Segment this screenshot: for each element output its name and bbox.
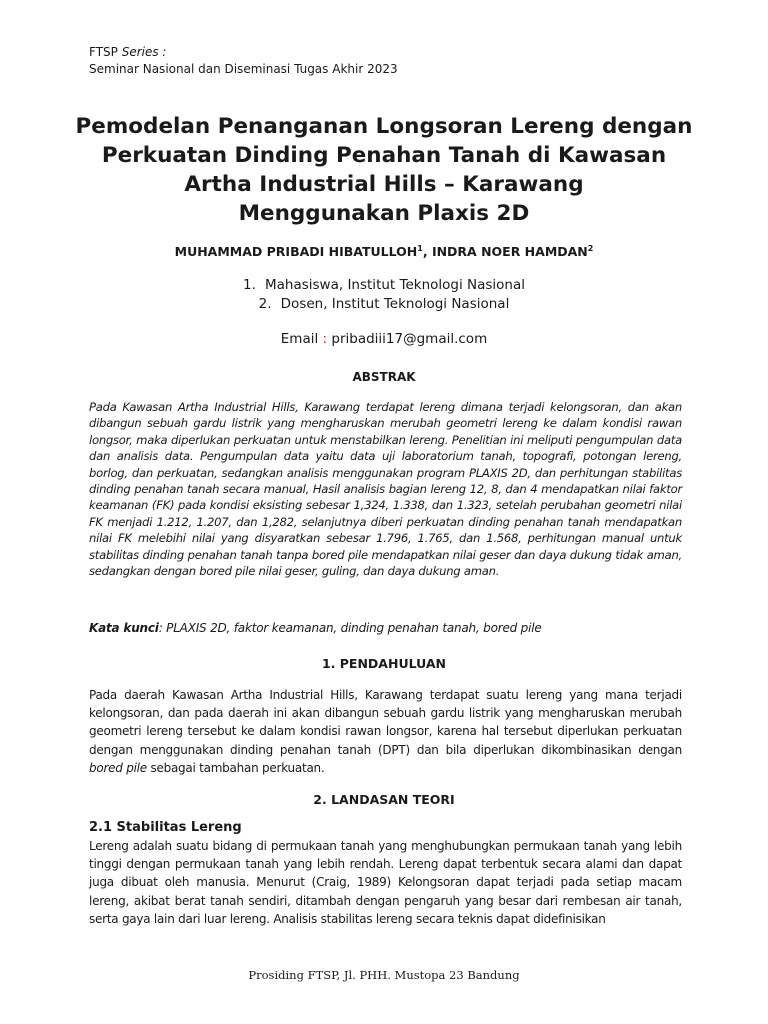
email-address[interactable]: pribadiii17@gmail.com xyxy=(331,331,488,347)
affiliation-item xyxy=(0,295,768,314)
keywords-line xyxy=(89,621,542,635)
title-line: Perkuatan Dinding Penahan Tanah di Kawasan xyxy=(101,143,667,168)
series-header xyxy=(89,44,398,78)
email-colon: : xyxy=(322,331,328,347)
author-name: INDRA NOER HAMDAN xyxy=(431,244,588,260)
abstract-heading: ABSTRAK xyxy=(352,370,416,384)
introduction-text: Pada daerah Kawasan Artha Industrial Hills, Karawang terdapat suatu lereng yang mana terjadi kelongsoran, dan pada daerah ini akan dibangun sebuah gardu listrik yang mengharuskan merubah geometri lereng tersebut ke dalam kondisi rawan longsor, karena hal tersebut diperlukan perkuatan dengan menggunakan dinding penahan tanah (DPT) dan bila diperlukan dikombinasikan dengan xyxy=(89,688,682,757)
keywords-text: : PLAXIS 2D, faktor keamanan, dinding penahan tanah, bored pile xyxy=(158,621,542,635)
subsection-heading: 2.1 Stabilitas Lereng xyxy=(89,820,242,835)
introduction-text-end: sebagai tambahan perkuatan. xyxy=(146,760,325,775)
keywords-label: Kata kunci xyxy=(89,621,159,635)
title-line: Artha Industrial Hills – Karawang xyxy=(184,172,584,197)
theory-paragraph: Lereng adalah suatu bidang di permukaan tanah yang menghubungkan permukaan tanah yang lebih tinggi dengan permukaan tanah yang lebih rendah. Lereng dapat terbentuk secara alami dan dapat juga dibuat oleh manusia. Menurut (Craig, 1989) Kelongsoran dapat terjadi pada setiap macam lereng, akibat berat tanah sendiri, ditambah dengan pengaruh yang besar dari rembesan air tanah, serta gaya lain dari luar lereng. Analisis stabilitas lereng secara teknis dapat didefinisikan xyxy=(89,839,682,926)
author-superscript: 1 xyxy=(417,244,423,253)
series-line xyxy=(89,44,398,61)
abstract-text: Pada Kawasan Artha Industrial Hills, Karawang terdapat lereng dimana terjadi kelongsoran, dan akan dibangun sebuah gardu listrik yang mengharuskan merubah geometri lereng ke dalam kondisi rawan longsor, maka diperlukan perkuatan untuk menstabilkan lereng. Penelitian ini meliputi pengumpulan data dan analisis data. Pengumpulan data yaitu data uji laboratorium tanah, topografi, potongan lereng, borlog, dan perkuatan, sedangkan analisis menggunakan program PLAXIS 2D, dan perhitungan stabilitas dinding penahan tanah secara manual, Hasil analisis bagian lereng 12, 8, dan 4 mendapatkan nilai faktor keamanan (FK) pada kondisi eksisting sebesar 1,324, 1.338, dan 1.323, setelah perubahan geometri nilai FK menjadi 1.212, 1.207, dan 1,282, selanjutnya diberi perkuatan dinding penahan tanah mendapatkan nilai FK melebihi nilai yang disyaratkan sebesar 1.796, 1.765, dan 1.568, perhitungan manual untuk stabilitas dinding penahan tanah tanpa bored pile mendapatkan nilai geser dan daya dukung tidak aman, sedangkan dengan bored pile nilai geser, guling, dan daya dukung aman. xyxy=(89,400,682,579)
section-heading-introduction: 1. PENDAHULUAN xyxy=(321,656,447,671)
introduction-italic-term: bored pile xyxy=(89,760,147,775)
affiliation-item xyxy=(0,276,768,295)
author-list xyxy=(60,244,708,259)
seminar-name: Seminar Nasional dan Diseminasi Tugas Akhir 2023 xyxy=(89,62,398,76)
affiliation-number: 1. xyxy=(242,277,256,293)
section-heading-theory: 2. LANDASAN TEORI xyxy=(313,792,455,807)
affiliation-number: 2. xyxy=(258,296,272,312)
email-label: Email xyxy=(280,331,319,347)
series-label: Series : xyxy=(121,45,167,59)
affiliation-text: Mahasiswa, Institut Teknologi Nasional xyxy=(264,277,526,293)
author-name: MUHAMMAD PRIBADI HIBATULLOH xyxy=(174,244,418,260)
introduction-paragraph xyxy=(89,686,682,777)
title-line: Menggunakan Plaxis 2D xyxy=(238,201,530,226)
author-superscript: 2 xyxy=(587,244,594,253)
author-separator: , xyxy=(422,244,432,260)
paper-title xyxy=(60,112,708,228)
affiliation-list xyxy=(0,276,768,314)
series-prefix: FTSP xyxy=(89,45,118,59)
affiliation-text: Dosen, Institut Teknologi Nasional xyxy=(280,296,510,312)
page-footer: Prosiding FTSP, Jl. PHH. Mustopa 23 Bandung xyxy=(248,968,520,982)
email-line xyxy=(0,331,768,347)
title-line: Pemodelan Penanganan Longsoran Lereng dengan xyxy=(75,114,693,139)
